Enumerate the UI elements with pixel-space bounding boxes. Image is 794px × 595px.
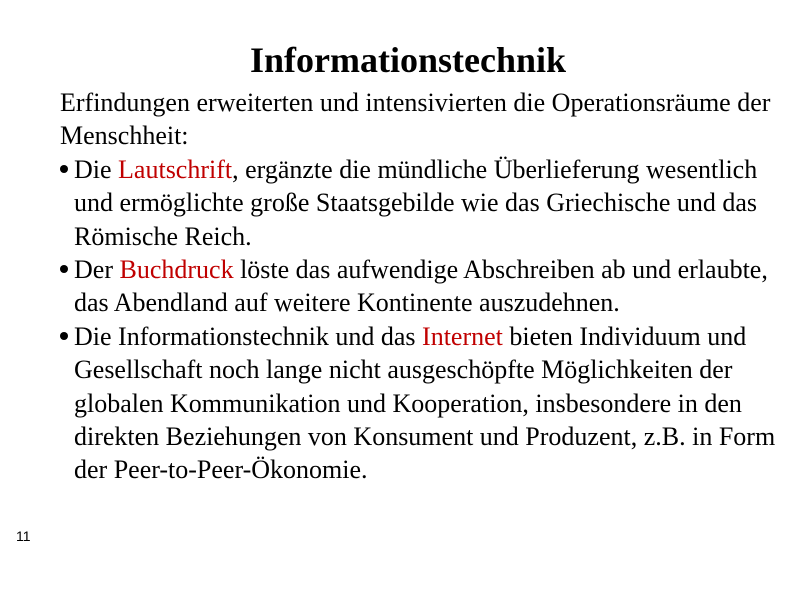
highlight-buchdruck: Buchdruck: [119, 255, 234, 285]
bullet-icon: [60, 165, 68, 173]
bullet-item-lautschrift: [60, 153, 790, 253]
bullet-item-buchdruck: [60, 253, 790, 320]
slide-title: Informationstechnik: [249, 40, 567, 80]
highlight-lautschrift: Lautschrift: [118, 154, 233, 184]
highlight-internet: Internet: [422, 321, 503, 351]
bullet-text-before: Die: [74, 154, 119, 184]
bullet-list: [60, 153, 790, 487]
bullet-text-after: , ergänzte die mündliche Überlieferung wesentlich und ermöglichte große Staatsgebilde wie das Griechische und das Römische Reich.: [74, 154, 758, 251]
slide-content: [60, 86, 790, 487]
bullet-icon: [60, 332, 68, 340]
bullet-text-after: bieten Individuum und Gesellschaft noch lange nicht ausgeschöpfte Möglichkeiten der globalen Kommunikation und Kooperation, insbesondere in den direkten Beziehungen von Konsument und Produzent, z.B. in Form der Peer-to-Peer-Ökonomie.: [74, 321, 776, 485]
bullet-text-before: Der: [74, 255, 120, 285]
bullet-item-internet: [60, 320, 790, 487]
bullet-icon: [60, 265, 68, 273]
slide-number: 11: [16, 528, 31, 544]
bullet-text-after: löste das aufwendige Abschreiben ab und erlaubte, das Abendland auf weitere Kontinente auszudehnen.: [74, 255, 768, 318]
bullet-text-before: Die Informationstechnik und das: [74, 321, 423, 351]
intro-text: Erfindungen erweiterten und intensivierten die Operationsräume der Menschheit:: [60, 88, 771, 151]
